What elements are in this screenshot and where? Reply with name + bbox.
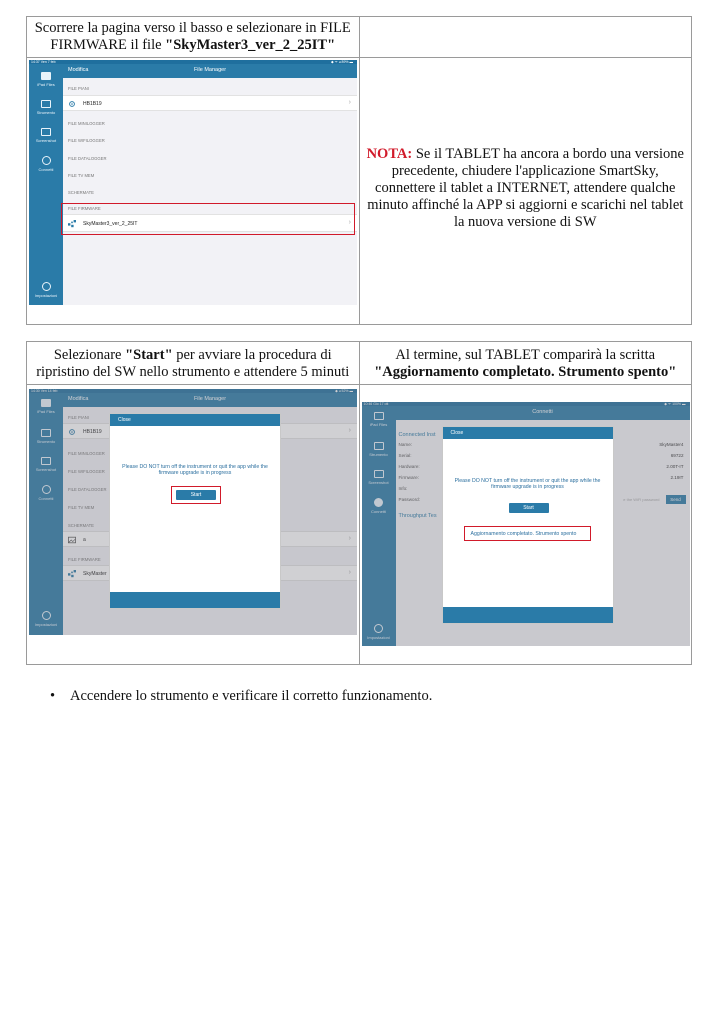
- section-file-firmware: FILE FIRMWARE: [68, 557, 101, 562]
- sidebar-label: iPad Files: [37, 82, 55, 87]
- step-1-text: Scorrere la pagina verso il basso e selezionare in FILE FIRMWARE il file: [34, 20, 351, 53]
- bullet-text: Accendere lo strumento e verificare il corretto funzionamento.: [70, 688, 433, 704]
- nav-title: File Manager: [193, 67, 227, 73]
- section-schermate: SCHERMATE: [68, 190, 94, 195]
- note-label: NOTA:: [366, 146, 413, 162]
- tablet-screenshot-file-manager: [29, 60, 357, 305]
- step-3-image-cell: [360, 385, 692, 664]
- note-body: Se il TABLET ha ancora a bordo una versione precedente, chiudere l'applicazione SmartSky, connettere il tablet a INTERNET, attendere qualche minuto affinché la APP si aggiorni e scarichi nel tablet la nuova versione di SW: [367, 146, 684, 230]
- instruction-table-2: [26, 341, 692, 665]
- highlight-start-button: [171, 486, 221, 504]
- sidebar-label: Impostazioni: [367, 635, 390, 640]
- step-2-text: Selezionare: [53, 347, 126, 363]
- file-list: [63, 78, 357, 305]
- field-hardware-label: Hardware:: [398, 464, 420, 469]
- sidebar-label: Screenshot: [35, 138, 57, 143]
- value-firmware: 2.19IT: [670, 475, 684, 480]
- step-2-start: "Start": [125, 347, 173, 363]
- value-name: SkyMaster4: [659, 442, 684, 447]
- dialog-header: [443, 427, 613, 439]
- gear-icon: [42, 282, 51, 291]
- upgrade-complete-message: Aggiornamento completato. Strumento spento: [470, 531, 577, 537]
- sidebar-item-strumento[interactable]: [29, 100, 63, 115]
- nav-bar: [63, 64, 357, 78]
- status-time: 10:46 Gio 17 ott: [363, 402, 389, 406]
- section-file-wifilogger: FILE WIFILOGGER: [68, 469, 105, 474]
- field-serial-label: Serial:: [398, 453, 412, 458]
- chevron-right-icon: ›: [348, 219, 351, 226]
- connected-instrument-title: Connected Inst: [398, 432, 436, 438]
- section-file-firmware: FILE FIRMWARE: [68, 206, 101, 211]
- step-2-image-cell: [27, 385, 360, 664]
- highlight-firmware-section: [61, 203, 355, 235]
- sidebar-label: Connetti: [38, 496, 54, 501]
- tablet-screenshot-start-upgrade: [29, 389, 357, 635]
- file-name: a: [83, 537, 86, 543]
- step-3-text: Al termine, sul TABLET comparirà la scritta: [395, 347, 656, 363]
- nav-title: File Manager: [193, 396, 227, 402]
- firmware-upgrade-dialog: [442, 426, 614, 624]
- edit-button[interactable]: Modifica: [68, 67, 89, 73]
- instrument-icon: [41, 100, 51, 108]
- status-time: 14:37 Ven 7 feb: [31, 60, 56, 64]
- section-file-datalogger: FILE DATALOGGER: [68, 156, 107, 161]
- empty-header-cell: [360, 17, 692, 58]
- section-file-piani: FILE PIANI: [68, 415, 89, 420]
- sidebar-label: Strumento: [36, 110, 56, 115]
- sidebar-label: Strumento: [36, 439, 56, 444]
- section-file-tv-mem: FILE TV MEM: [68, 505, 95, 510]
- file-name: SkyMaster3_ver_2_25IT: [83, 221, 138, 227]
- status-icons: ◆ ◂ 52% ▬: [335, 389, 353, 393]
- status-icons: ◆ ᯤ 100% ▬: [664, 402, 686, 406]
- folder-icon: [41, 72, 51, 80]
- throughput-test-title: Throughput Tes: [398, 513, 437, 519]
- close-button[interactable]: Close: [118, 417, 131, 423]
- step-1-filename: "SkyMaster3_ver_2_25IT": [165, 37, 336, 53]
- field-info-label: Info:: [398, 486, 408, 491]
- start-button[interactable]: Start: [509, 503, 549, 513]
- close-button[interactable]: Close: [450, 430, 464, 436]
- step-2-text-end: per avviare la procedura di ripristino del SW nello strumento e attendere 5 minuti: [36, 347, 350, 380]
- field-firmware-label: Firmware:: [398, 475, 419, 480]
- camera-icon: [41, 128, 51, 136]
- warning-message: Please DO NOT turn off the instrument or quit the app while the firmware upgrade is in progress: [122, 464, 268, 476]
- step-3-message: "Aggiornamento completato. Strumento spento": [374, 364, 677, 380]
- section-file-minilogger: FILE MINILOGGER: [68, 451, 105, 456]
- sidebar-label: Strumento: [369, 452, 388, 457]
- satellite-icon: [68, 100, 76, 108]
- sidebar-label: Connetti: [38, 167, 54, 172]
- sidebar-item-connetti[interactable]: [29, 156, 63, 172]
- sidebar-label: Screenshot: [368, 480, 389, 485]
- step-2-header: [27, 342, 360, 385]
- sidebar-label: iPad Files: [37, 409, 55, 414]
- sidebar-label: Impostazioni: [34, 622, 58, 627]
- dialog-header: [110, 414, 280, 426]
- tablet-screenshot-upgrade-complete: [362, 402, 690, 646]
- sidebar-item-impostazioni[interactable]: [29, 282, 63, 298]
- status-icons: ◆ ᯤ ◂ 89% ▬: [330, 60, 353, 64]
- instruction-table-1: [26, 16, 692, 325]
- chevron-right-icon: ›: [348, 569, 351, 576]
- status-time: 14:30 Ven 14 feb: [31, 389, 58, 393]
- warning-message: Please DO NOT turn off the instrument or quit the app while the firmware upgrade is in progress: [454, 478, 601, 490]
- section-file-wifilogger: FILE WIFILOGGER: [68, 138, 105, 143]
- note-text: [366, 146, 686, 231]
- edit-button[interactable]: Modifica: [68, 396, 89, 402]
- step-1-header: [27, 17, 360, 58]
- highlight-complete-message: [464, 526, 591, 541]
- section-file-datalogger: FILE DATALOGGER: [68, 487, 107, 492]
- value-serial: 69722: [670, 453, 684, 458]
- list-item-piani[interactable]: [63, 95, 357, 111]
- section-file-minilogger: FILE MINILOGGER: [68, 121, 105, 126]
- section-schermate: SCHERMATE: [68, 523, 94, 528]
- step-1-image-cell: [27, 58, 360, 324]
- file-name: HB1B19: [83, 101, 102, 107]
- sidebar-label: Connetti: [371, 509, 386, 514]
- sidebar-label: iPad Files: [369, 422, 388, 427]
- sidebar-item-screenshot[interactable]: [29, 128, 63, 143]
- bullet-icon: •: [50, 688, 56, 704]
- dialog-footer: [443, 607, 613, 623]
- send-button[interactable]: Send: [666, 495, 686, 504]
- password-input[interactable]: e the WiFi password: [623, 497, 660, 502]
- sidebar-label: Screenshot: [35, 467, 57, 472]
- value-hardware: 2.00T-IT: [666, 464, 684, 469]
- file-name: HB1B19: [83, 429, 102, 435]
- file-name: SkyMaster: [83, 571, 107, 577]
- app-sidebar: [29, 64, 63, 305]
- sidebar-item-ipad-files[interactable]: [29, 72, 63, 87]
- step-3-header: [360, 342, 692, 385]
- section-file-piani: FILE PIANI: [68, 86, 89, 91]
- field-name-label: Name:: [398, 442, 413, 447]
- dialog-footer: [110, 592, 280, 608]
- chevron-right-icon: ›: [348, 427, 351, 434]
- field-password-label: Password:: [398, 497, 420, 502]
- connect-icon: [42, 156, 51, 165]
- note-cell: [360, 58, 692, 324]
- start-button[interactable]: Start: [176, 490, 216, 500]
- firmware-upgrade-dialog: [109, 413, 281, 609]
- nav-title: Connetti: [532, 409, 553, 415]
- section-file-tv-mem: FILE TV MEM: [68, 173, 95, 178]
- chevron-right-icon: ›: [348, 99, 351, 106]
- chevron-right-icon: ›: [348, 535, 351, 542]
- sidebar-label: Impostazioni: [34, 293, 58, 298]
